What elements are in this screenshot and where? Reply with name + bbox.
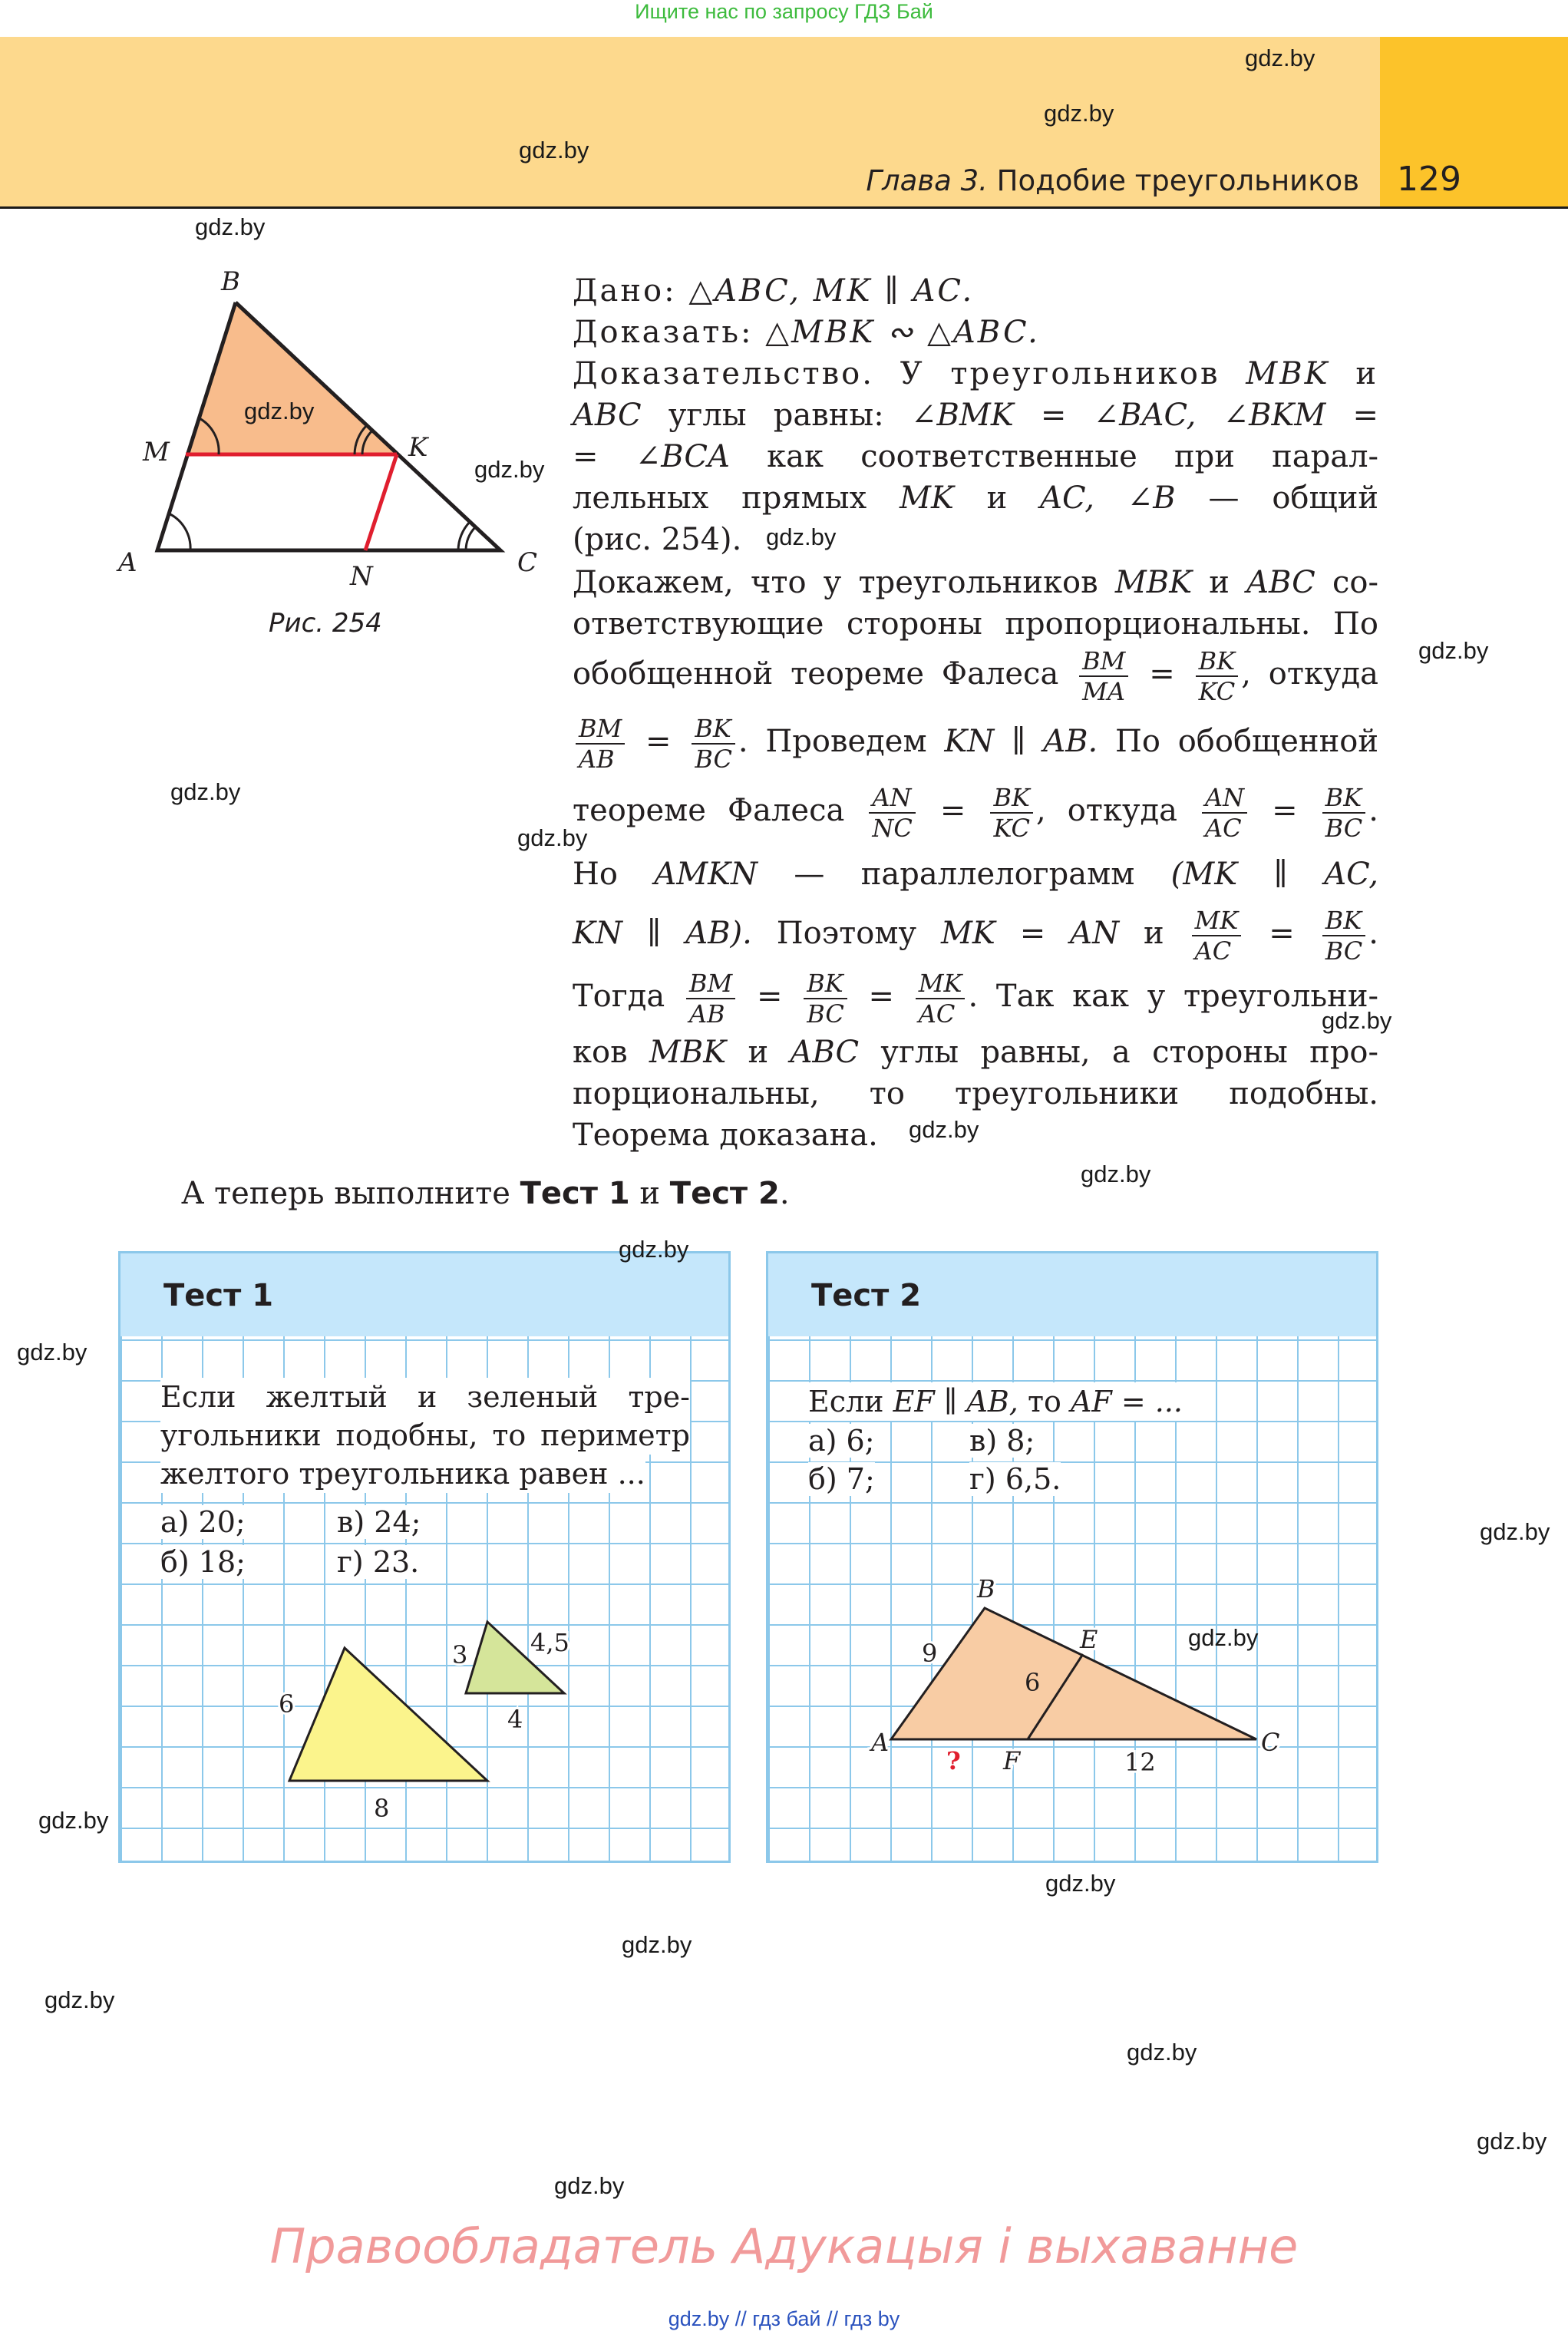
proof-line-16: ков MBK и ABC углы равны, а стороны про- [573,1035,1379,1070]
test-2-option-b[interactable]: б) 7; [808,1462,875,1496]
watermark: gdz.by [1477,2128,1547,2155]
proof-line-4: ABC углы равны: ∠BMK = ∠BAC, ∠BKM = [573,398,1379,433]
watermark: gdz.by [1127,2039,1197,2066]
instruction: А теперь выполните Тест 1 и Тест 2. [181,1176,790,1211]
watermark: gdz.by [622,1931,692,1958]
test-1-question-line-3: желтого треугольника равен ... [160,1455,645,1493]
page-number: 129 [1397,160,1461,199]
watermark: gdz.by [619,1236,689,1263]
proof-line-15: Тогда $\frac{BM}{AB}$ = $\frac{BK}{BC}$ = $\frac{MK}{AC}$ . Так как у треугольни- [573,969,1378,1029]
label-k: K [408,432,428,463]
figure-254 [115,269,545,591]
test-2-label-c: C [1261,1728,1280,1757]
yellow-side-left: 6 [279,1689,295,1719]
test-2-label-b: B [977,1574,995,1603]
chapter-title [866,164,1359,197]
watermark: gdz.by [1480,1518,1550,1545]
test-1-option-a[interactable]: а) 20; [160,1505,246,1539]
watermark: gdz.by [195,213,266,240]
proof-line-6: лельных прямых MK и AC, ∠B — общий [573,480,1379,516]
proof-line-17: порциональны, то треугольники подобны. [573,1076,1378,1111]
watermark: gdz.by [1044,100,1114,127]
label-c: C [517,547,538,578]
fraction-mk-ac-2: $\frac{MK}{AC}$ [916,969,966,1029]
proof-line-10: обобщенной теореме Фалеса $\frac{BM}{MA}$ = $\frac{BK}{KC}$ , откуда [573,646,1378,706]
test-2-side-ab: 9 [922,1639,938,1668]
test-2-question: Если EF ∥ AB, то AF = ... [808,1382,1183,1421]
proof-line-12: теореме Фалеса $\frac{AN}{NC}$ = $\frac{BK}{KC}$ , откуда $\frac{AN}{AC}$ = $\frac{BK}{BC}$ . [573,783,1378,843]
watermark: gdz.by [1322,1007,1392,1034]
angle-mark-c-2 [466,527,475,550]
chapter-name: Подобие треугольников [996,164,1359,197]
label-b: B [221,269,240,297]
watermark: gdz.by [1045,1870,1116,1897]
yellow-side-bottom: 8 [374,1794,390,1823]
proof-line-8: Докажем, что у треугольников MBK и ABC со- [573,565,1378,600]
watermark: gdz.by [474,456,545,483]
proof-line-5: = ∠BCA как соответственные при парал- [573,439,1379,474]
test-2-label-a: A [871,1728,890,1757]
label-n: N [350,561,373,591]
fraction-bm-ab: $\frac{BM}{AB}$ [576,714,625,774]
green-side-bottom: 4 [507,1705,523,1734]
fraction-bk-bc-3: $\frac{BK}{BC}$ [1322,906,1366,966]
test-2-figure [768,1253,1378,1863]
test-2-unknown-mark: ? [946,1746,961,1775]
proof-line-18: Теорема доказана. [573,1118,878,1153]
proof-line-3: Доказательство. У треугольников MBK и [573,356,1378,391]
fraction-bk-kc: $\frac{BK}{KC}$ [1196,646,1239,706]
watermark: gdz.by [1188,1624,1259,1651]
watermark: gdz.by [517,824,588,851]
prove-line: Доказать: △MBK ∾ △ABC. [573,315,1040,350]
watermark: gdz.by [519,137,589,163]
test-2-option-v[interactable]: в) 8; [969,1424,1035,1458]
fraction-bk-bc-2: $\frac{BK}{BC}$ [1322,783,1366,843]
fraction-mk-ac: $\frac{MK}{AC}$ [1192,906,1242,966]
test-1-question-line-2: угольники подобны, то периметр [160,1416,690,1455]
proof-line-13: Но AMKN — параллелограмм (MK ∥ AC, [573,857,1379,892]
watermark: gdz.by [909,1116,979,1143]
test-2-label-e: E [1080,1625,1098,1654]
figure-caption: Рис. 254 [269,608,382,639]
watermark: gdz.by [45,1986,115,2013]
watermark: gdz.by [17,1339,87,1365]
test-2-side-fc: 12 [1124,1748,1156,1777]
green-side-left: 3 [452,1640,468,1669]
watermark: gdz.by [1418,637,1489,664]
test-1-option-g[interactable]: г) 23. [337,1545,420,1579]
test-1-card [118,1251,731,1863]
test-2-option-g[interactable]: г) 6,5. [969,1462,1061,1496]
given-line: Дано: △ABC, MK ∥ AC. [573,273,975,309]
test-2-side-ef: 6 [1025,1668,1041,1697]
footer-links[interactable]: gdz.by // гдз бай // гдз by [668,2307,900,2330]
watermark: gdz.by [1245,45,1315,71]
chapter-label: Глава 3. [866,164,988,197]
proof-line-7: (рис. 254). [573,522,742,557]
fraction-bk-kc-2: $\frac{BK}{KC}$ [990,783,1033,843]
watermark: gdz.by [1081,1161,1151,1187]
segment-kn [365,454,397,550]
proof-line-11: $\frac{BM}{AB}$ = $\frac{BK}{BC}$ . Проведем KN ∥ AB. По обобщенной [573,714,1378,774]
angle-mark-a [169,514,190,550]
watermark: gdz.by [170,778,241,805]
test-1-figure [120,1253,731,1863]
test-1-option-v[interactable]: в) 24; [337,1505,421,1539]
fraction-bk-bc: $\frac{BK}{BC}$ [692,714,735,774]
test-2-title: Тест 2 [811,1278,922,1313]
fraction-bm-ab-2: $\frac{BM}{AB}$ [686,969,735,1029]
test-1-question-line-1: Если желтый и зеленый тре- [160,1378,690,1416]
copyright-holder: Правообладатель Адукацыя і выхаванне [269,2218,1299,2274]
test-2-card [766,1251,1378,1863]
label-m: M [143,437,170,467]
test-1-title: Тест 1 [163,1278,274,1313]
proof-line-14: KN ∥ AB). Поэтому MK = AN и $\frac{MK}{AC}$ = $\frac{BK}{BC}$ . [573,906,1378,966]
top-notice: Ищите нас по запросу ГДЗ Бай [635,0,933,23]
triangle-mbk-fill [186,302,397,454]
watermark: gdz.by [38,1807,109,1834]
green-side-right: 4,5 [530,1628,569,1657]
test-1-option-b[interactable]: б) 18; [160,1545,246,1579]
fraction-an-ac: $\frac{AN}{AC}$ [1202,783,1247,843]
watermark: gdz.by [554,2172,625,2199]
test-2-option-a[interactable]: а) 6; [808,1424,875,1458]
fraction-bk-bc-4: $\frac{BK}{BC}$ [804,969,847,1029]
label-a: A [118,547,137,578]
fraction-an-nc: $\frac{AN}{NC}$ [869,783,915,843]
fraction-bm-ma: $\frac{BM}{MA}$ [1079,646,1128,706]
watermark: gdz.by [766,523,837,550]
header-rule [0,206,1568,209]
proof-line-9: ответствующие стороны пропорциональны. По [573,606,1378,642]
test-2-label-f: F [1003,1746,1021,1775]
watermark: gdz.by [244,398,315,424]
